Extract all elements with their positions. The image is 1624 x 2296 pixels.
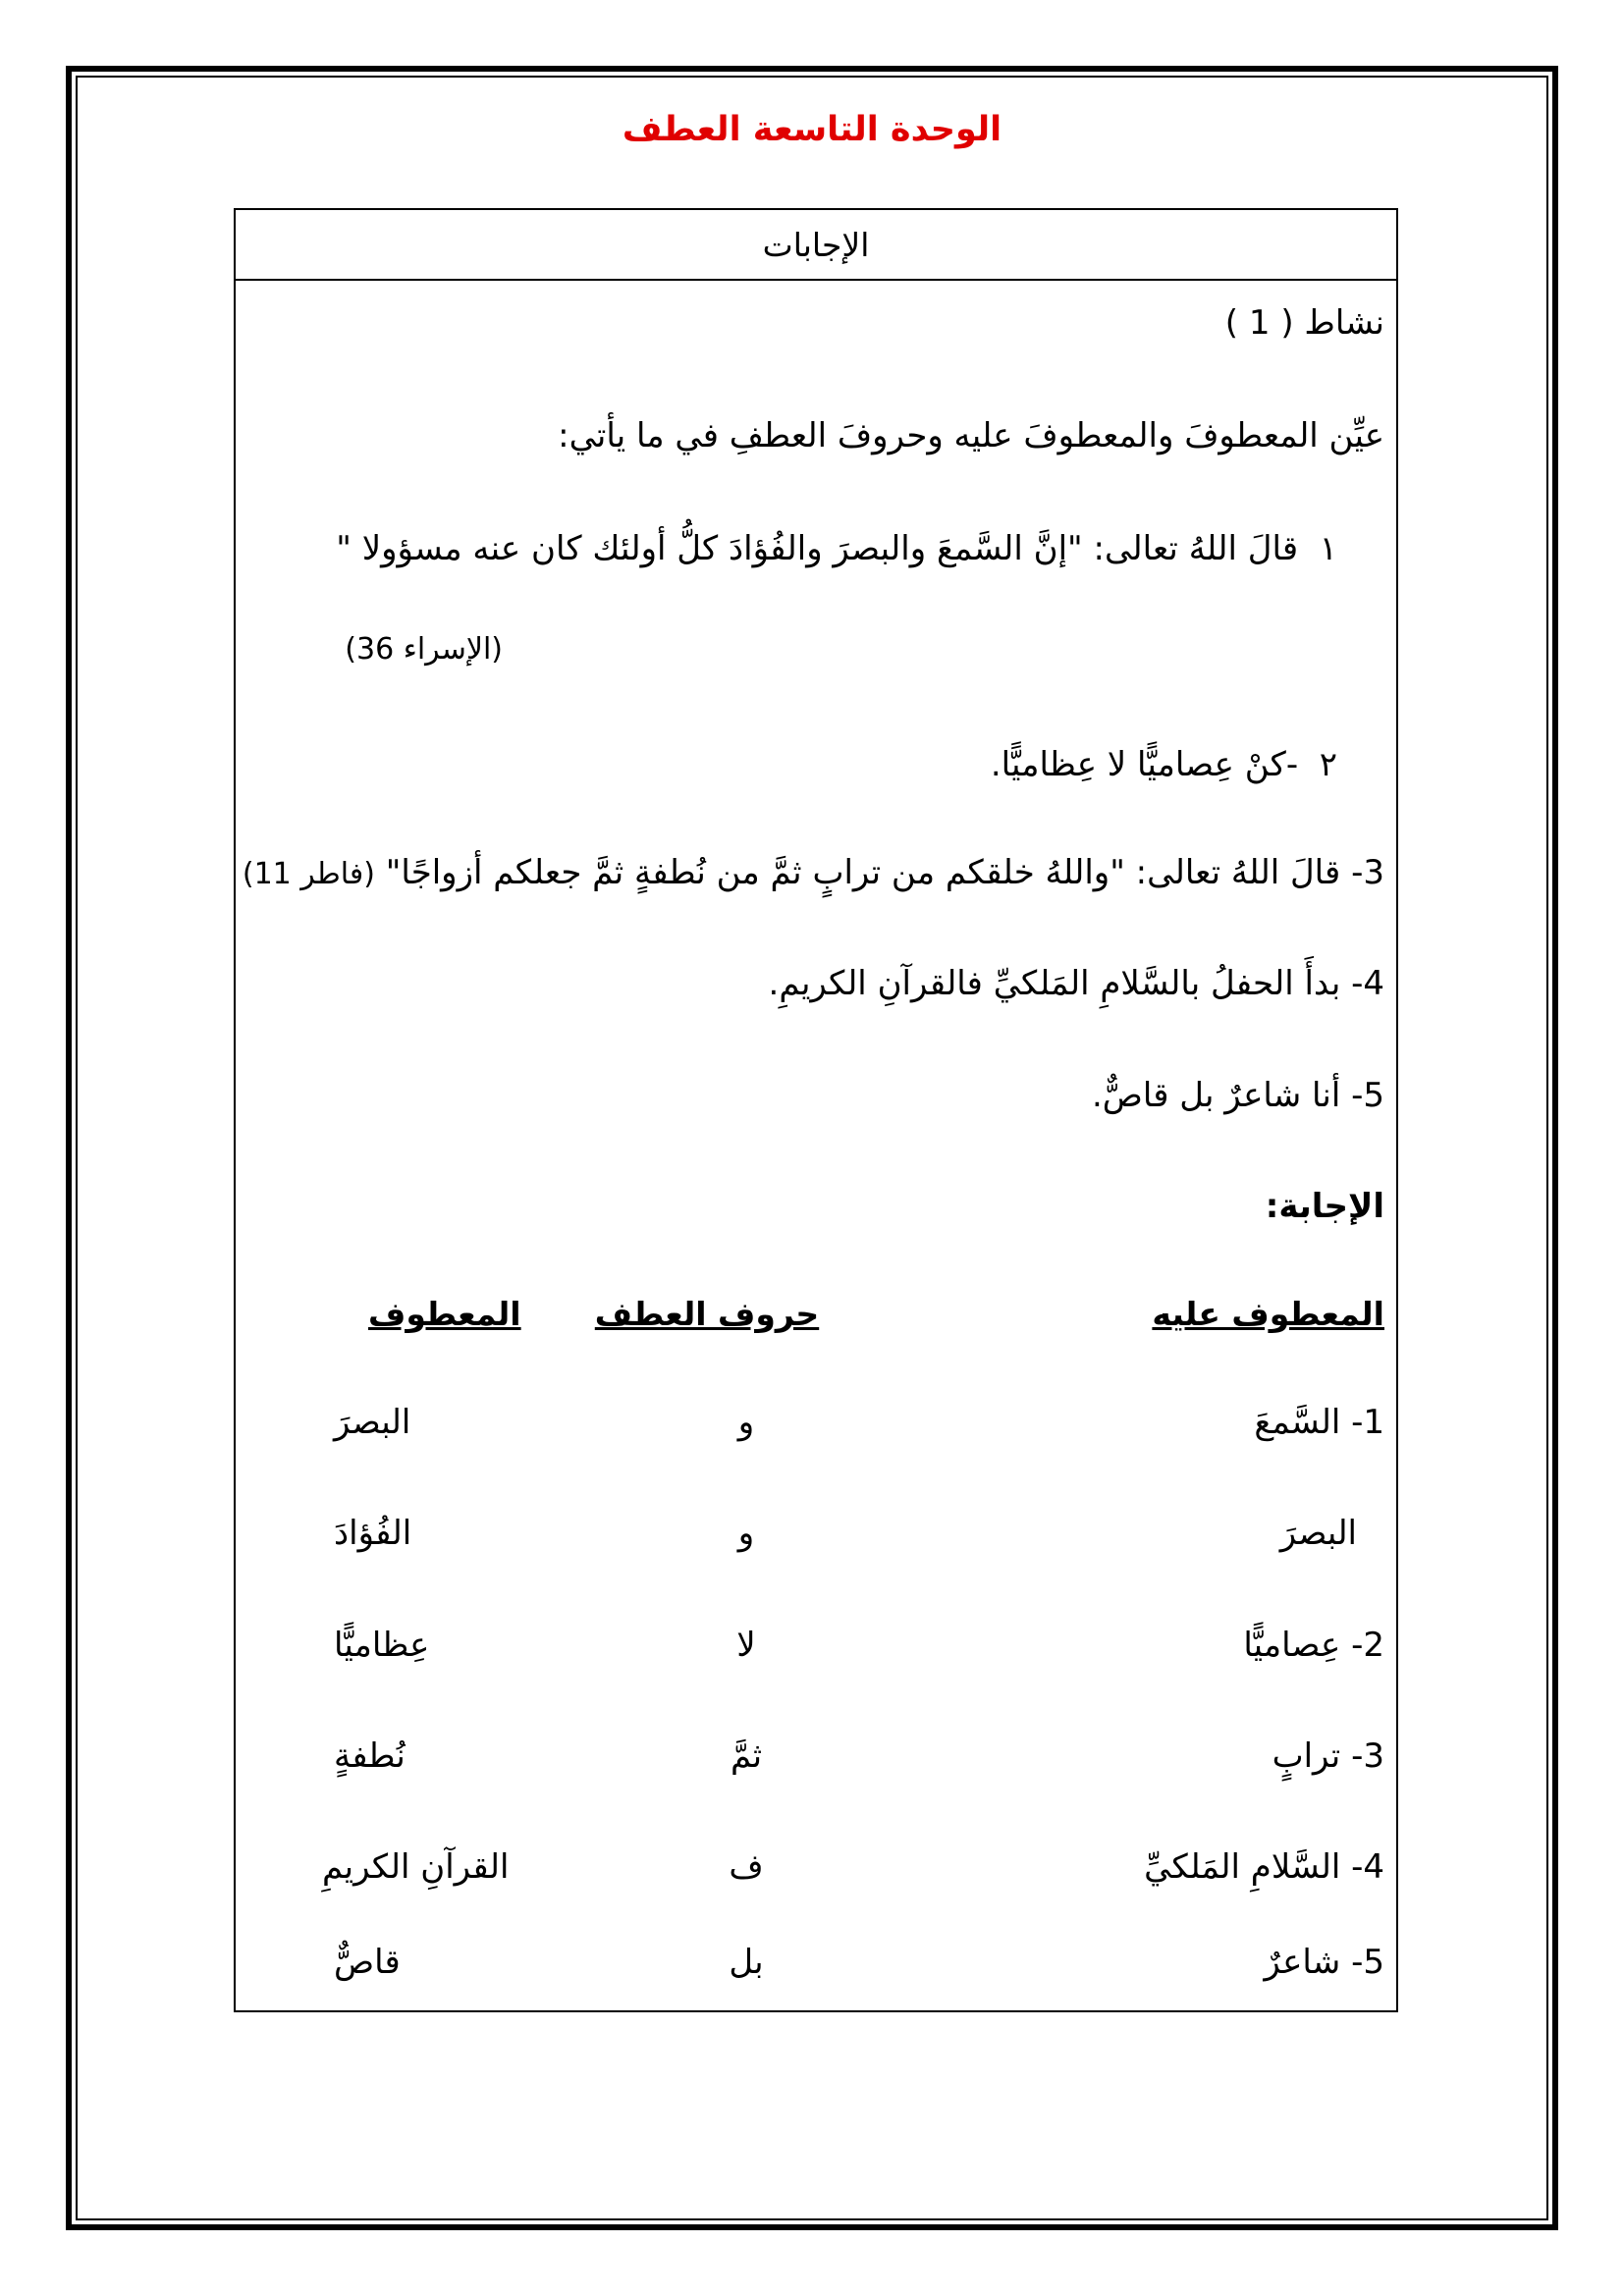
table-cell-ma3tuf-alayh: 2- عِصاميًّا <box>1243 1626 1384 1665</box>
table-cell-harf: ف <box>729 1847 764 1887</box>
table-cell-ma3tuf-alayh: 3- ترابٍ <box>1272 1736 1384 1776</box>
table-cell-ma3tuf-alayh: 5- شاعرٌ <box>1264 1943 1384 1982</box>
answers-box <box>234 208 1398 2012</box>
item-text: - أنا شاعرٌ بل قاصٌّ. <box>1091 1076 1364 1115</box>
instruction-text: عيِّن المعطوفَ والمعطوفَ عليه وحروفَ العطفِ في ما يأتي: <box>558 416 1384 455</box>
table-header-ma3tuf-alayh: المعطوف عليه <box>1152 1295 1384 1333</box>
answers-header: الإجابات <box>236 210 1396 281</box>
table-cell-ma3tuf: عِظاميًّا <box>334 1626 430 1665</box>
item-text: - قالَ اللهُ تعالى: "واللهُ خلقكم من ترابٍ ثمَّ من نُطفةٍ ثمَّ جعلكم أزواجًا" <box>385 853 1364 892</box>
table-cell-ma3tuf-alayh: 1- السَّمعَ <box>1254 1403 1384 1442</box>
item-1-source: (الإسراء 36) <box>345 632 503 667</box>
item-5 <box>1092 1076 1384 1115</box>
item-1 <box>336 529 1337 568</box>
item-2 <box>991 745 1337 784</box>
table-header-ma3tuf: المعطوف <box>368 1295 521 1333</box>
item-number: 4 <box>1363 964 1384 1003</box>
table-cell-ma3tuf: الفُؤادَ <box>334 1514 412 1553</box>
item-4 <box>769 964 1384 1003</box>
table-cell-ma3tuf: قاصٌّ <box>334 1943 401 1982</box>
answer-label: الإجابة: <box>1265 1187 1384 1226</box>
item-source: (فاطر 11) <box>242 857 375 891</box>
page-title: الوحدة التاسعة العطف <box>622 110 1002 149</box>
table-cell-harf: و <box>737 1514 755 1553</box>
table-cell-ma3tuf: نُطفةٍ <box>334 1736 406 1776</box>
item-text: قالَ اللهُ تعالى: "إنَّ السَّمعَ والبصرَ والفُؤادَ كلُّ أولئك كان عنه مسؤولا " <box>336 529 1299 568</box>
item-text: - بدأَ الحفلُ بالسَّلامِ المَلكيِّ فالقرآنِ الكريمِ. <box>768 964 1364 1003</box>
table-cell-ma3tuf: البصرَ <box>334 1403 411 1442</box>
activity-title: نشاط ( 1 ) <box>1224 303 1384 343</box>
item-number: ١ <box>1319 529 1337 568</box>
table-cell-ma3tuf: القرآنِ الكريمِ <box>322 1847 510 1887</box>
table-cell-ma3tuf-alayh: 4- السَّلامِ المَلكيِّ <box>1144 1847 1384 1887</box>
item-text: -كنْ عِصاميًّا لا عِظاميًّا. <box>990 745 1299 784</box>
table-cell-harf: و <box>737 1403 755 1442</box>
item-number: 3 <box>1363 853 1384 892</box>
item-number: 5 <box>1363 1076 1384 1115</box>
item-number: ٢ <box>1319 745 1337 784</box>
table-header-huruf: حروف العطف <box>594 1295 820 1333</box>
item-3 <box>243 853 1384 892</box>
table-cell-harf: ثمَّ <box>730 1736 763 1776</box>
table-cell-harf: بل <box>729 1943 764 1982</box>
table-cell-harf: لا <box>736 1626 756 1665</box>
table-cell-ma3tuf-alayh: البصرَ <box>1279 1514 1357 1553</box>
